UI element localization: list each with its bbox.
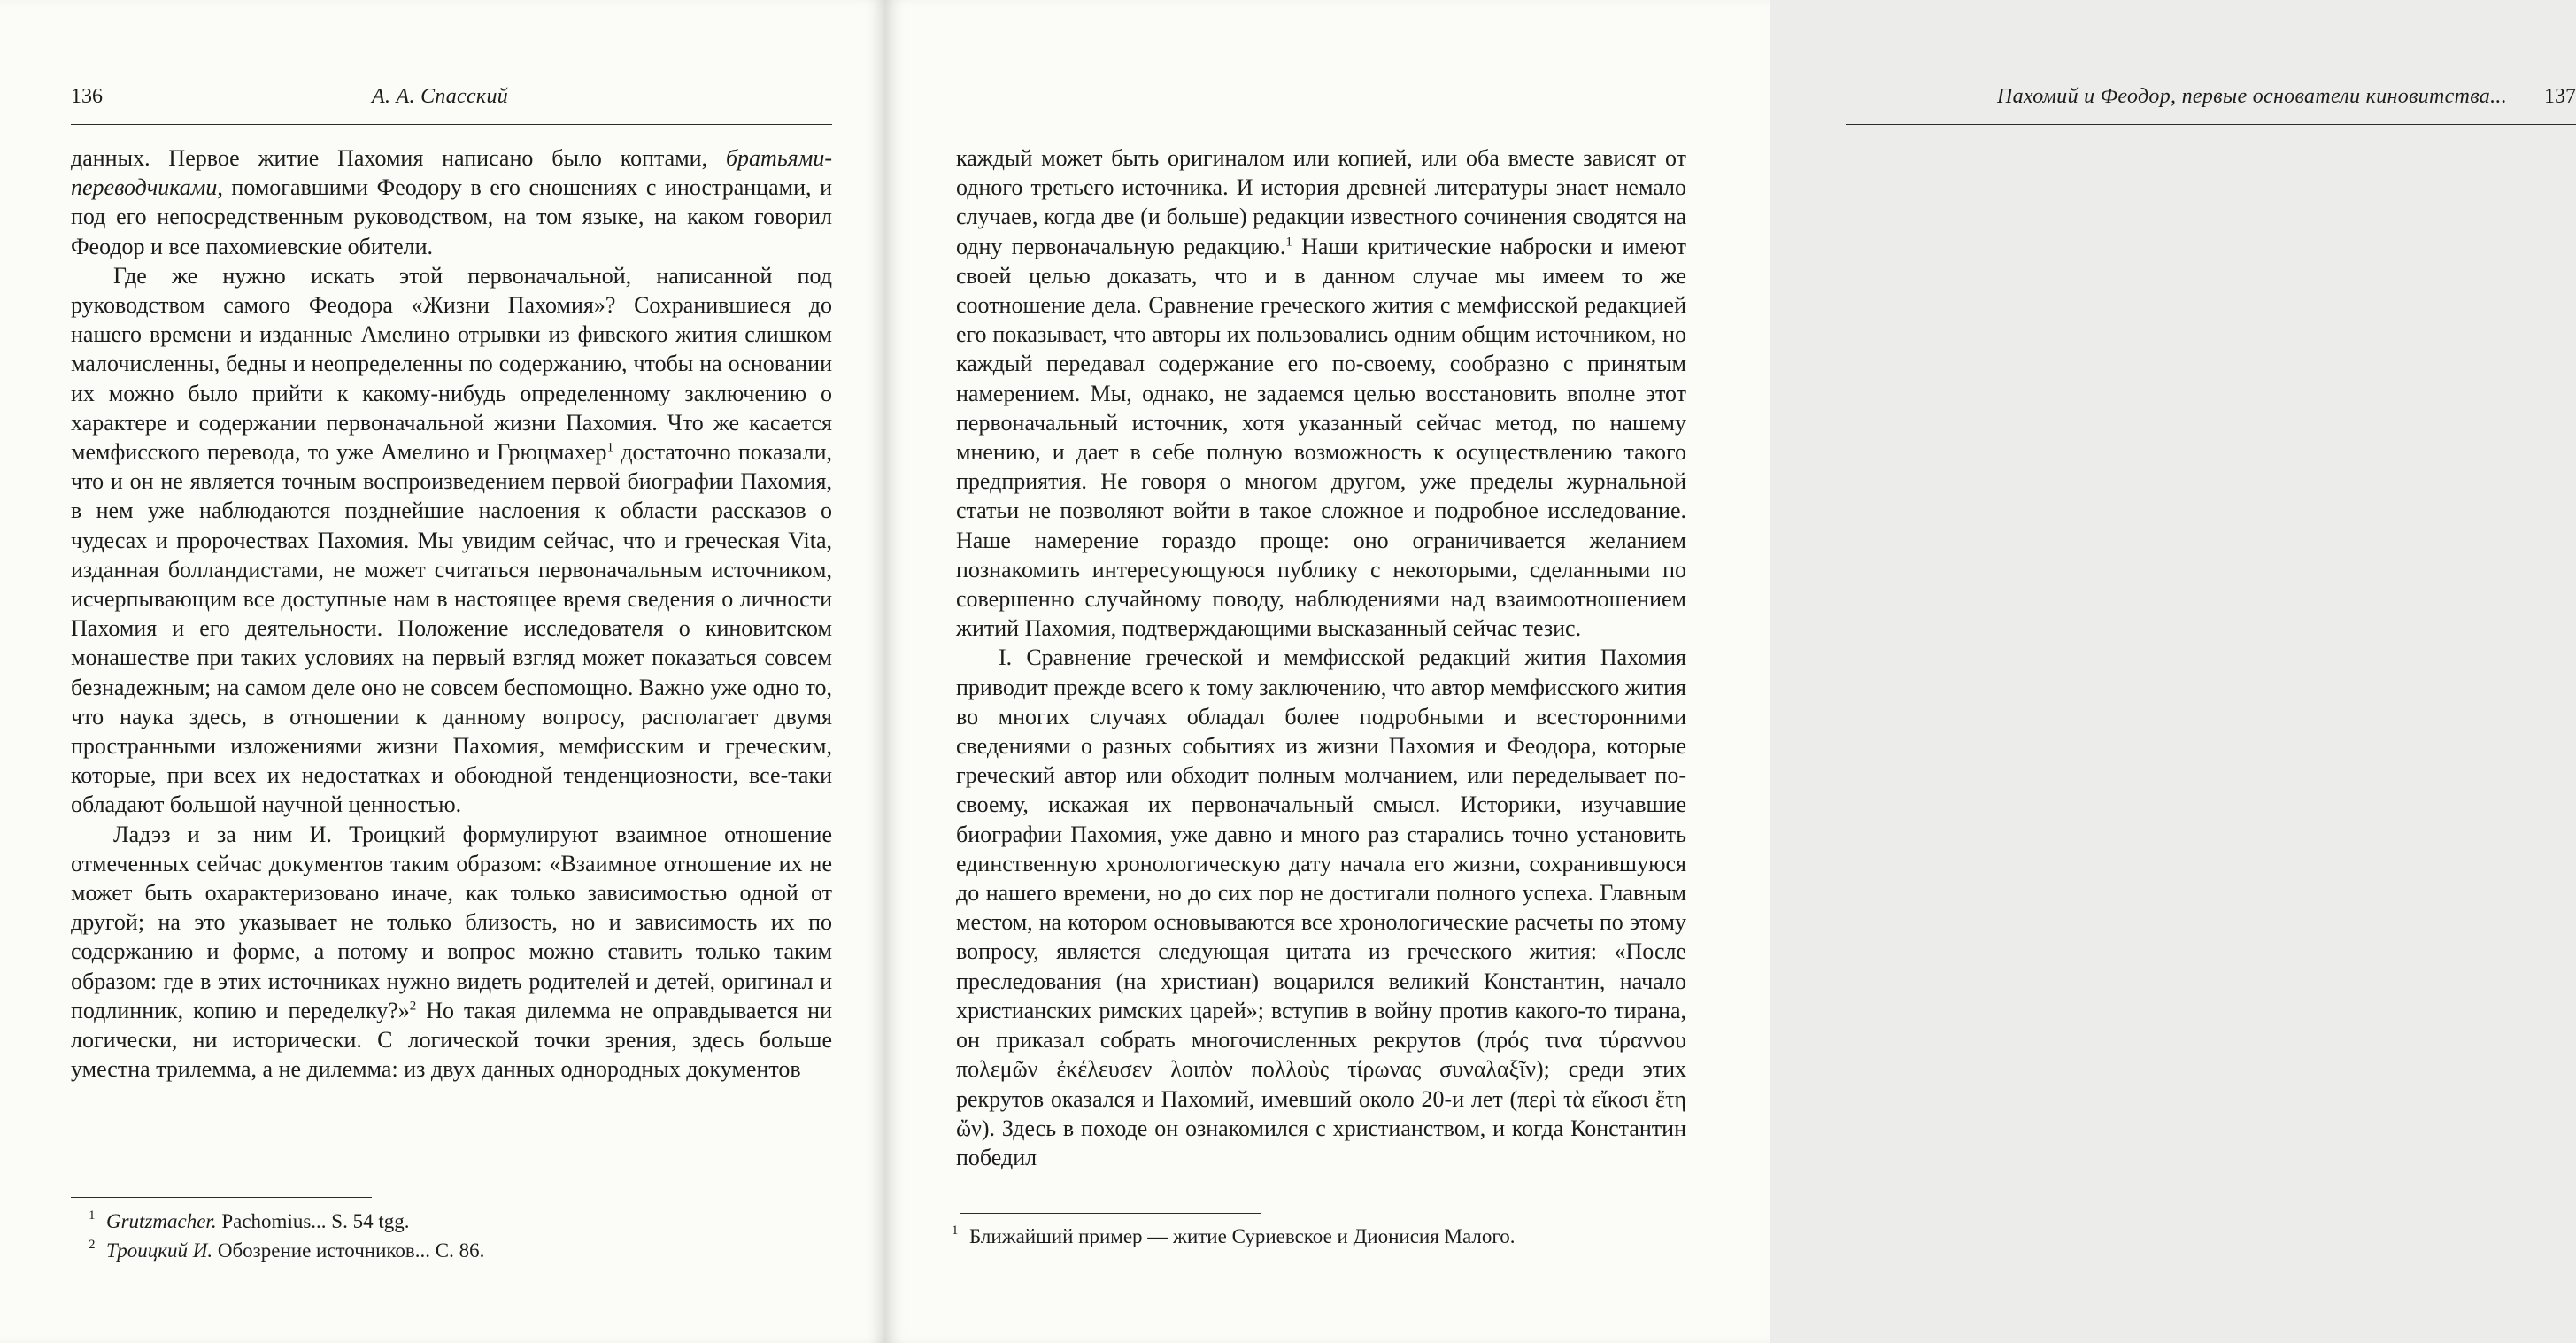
right-body-text bbox=[956, 143, 1686, 1172]
footnote: 1 Ближайший пример — житие Суриевское и Дионисия Малого. bbox=[952, 1223, 1516, 1247]
italic-phrase: братьями-переводчиками bbox=[71, 145, 832, 201]
footnote-ref: 2 bbox=[409, 999, 417, 1014]
running-head-left bbox=[71, 81, 832, 125]
paragraph: Где же нужно искать этой первоначальной, написанной под руководством самого Феодора «Жизни Пахомия»? Сохранившиеся до нашего времени и изданные Амелино отрывки из фивского жития слишком малочисленны, бедны и неопределенны по содержанию, чтобы на основании их можно было прийти к какому-нибудь определенному заключению о характере и содержании первоначальной жизни Пахомия. Что же касается мемфисского перевода, то уже Амелино и Грюцмахер$^1$ достаточно показали, что и он не является точным воспроизведением первой биографии Пахомия, в нем уже наблюдаются позднейшие наслоения к области рассказов о чудесах и пророчествах Пахомия. Мы увидим сейчас, что и греческая Vita, изданная болландистами, не может считаться первоначальным источником, исчерпывающим все доступные нам в настоящее время сведения о личности Пахомия и его деятельности. Положение исследователя о киновитском монашестве при таких условиях на первый взгляд может показаться совсем безнадежным; на самом деле оно не совсем беспомощно. Важно уже одно то, что наука здесь, в отношении к данному вопросу, располагает двумя пространными изложениями жизни Пахомия, мемфисским и греческим, которые, при всех их недостатках и обоюдной тенденциозности, все-таки обладают большой научной ценностью. bbox=[71, 262, 833, 818]
paragraph: данных. Первое житие Пахомия написано было коптами, братьями-переводчиками, помогавшими Феодору в его сношениях с иностранцами, и под его непосредственным руководством, на том языке, на каком говорил Феодор и все пахомиевские обители. bbox=[71, 145, 832, 259]
footnote-ref: 1 bbox=[606, 440, 614, 455]
footnotes-left bbox=[89, 1207, 832, 1265]
paragraph: Ладэз и за ним И. Троицкий формулируют взаимное отношение отмеченных сейчас документов таким образом: «Взаимное отношение их не может быть охарактеризовано иначе, как только зависимостью одной от другой; на это указывает не только близость, но и зависимость их по содержанию и форме, а потому и вопрос можно ставить только таким образом: где в этих источниках нужно видеть родителей и детей, оригинал и подлинник, копию и переделку?»$^2$ Но такая дилемма не оправдывается ни логически, ни исторически. С логической точки зрения, здесь больше уместна трилемма, а не дилемма: из двух данных однородных документов bbox=[71, 821, 832, 1083]
footnote: 2 Троицкий И. Обозрение источников... С. 86. bbox=[89, 1238, 485, 1262]
running-head-author: А. А. Спасский bbox=[372, 85, 509, 108]
running-head-title: Пахомий и Феодор, первые основатели киновитства... bbox=[1996, 85, 2507, 108]
left-body-text bbox=[71, 143, 832, 1084]
footnote-divider bbox=[71, 1197, 372, 1198]
footnote: 1 Grutzmacher. Pachomius... S. 54 tgg. bbox=[89, 1208, 410, 1232]
running-head-right bbox=[1846, 81, 2576, 125]
page-number-left: 136 bbox=[71, 85, 103, 108]
paragraph: I. Сравнение греческой и мемфисской редакций жития Пахомия приводит прежде всего к тому заключению, что автор мемфисского жития во многих случаях обладал более подробными и всесторонними сведениями о разных событиях из жизни Пахомия и Феодора, которые греческий автор или обходит полным молчанием, или переделывает по-своему, искажая их первоначальный смысл. Историки, изучавшие биографии Пахомия, уже давно и много раз старались точно установить единственную хронологическую дату начала его жизни, сохранившуюся до нашего времени, но до сих пор не достигали полного успеха. Главным местом, на котором основываются все хронологические расчеты по этому вопросу, является следующая цитата из греческого жития: «После преследования (на христиан) воцарился великий Константин, начало христианских римских царей»; вступив в войну против какого-то тирана, он приказал собрать многочисленных рекрутов (πρός τινα τύραννου πολεμῶν ἐκέλευσεν λοιπὸν πολλοὺς τίρωνας συναλαξῖν); среди этих рекрутов оказался и Пахомий, имевший около 20-и лет (περὶ τὰ εἴκοσι ἔτη ὤν). Здесь в походе он ознакомился с христианством, и когда Константин победил bbox=[956, 644, 1686, 1170]
paragraph: каждый может быть оригиналом или копией, или оба вместе зависят от одного третьего источника. И история древней литературы знает немало случаев, когда две (и больше) редакции известного сочинения сводятся на одну первоначальную редакцию.$^1$ Наши критические наброски и имеют своей целью доказать, что и в данном случае мы имеем то же соотношение дела. Сравнение греческого жития с мемфисской редакцией его показывает, что авторы их пользовались одним общим источником, но каждый передавал содержание его по-своему, сообразно с принятым намерением. Мы, однако, не задаемся целью восстановить вполне этот первоначальный источник, хотя указанный сейчас метод, по нашему мнению, и дает в себе полную возможность к осуществлению такого предприятия. Не говоря о многом другом, уже пределы журнальной статьи не позволяют войти в такое сложное и подробное исследование. Наше намерение гораздо проще: оно ограничивается желанием познакомить интересующуюся публику с некоторыми, сделанными по совершенно случайному поводу, наблюдениями над взаимоотношением житий Пахомия, подтверждающими высказанный сейчас тезис. bbox=[956, 145, 1686, 642]
footnotes-right bbox=[952, 1222, 1695, 1251]
footnote-ref: 1 bbox=[1285, 234, 1292, 249]
page-number-right: 137 bbox=[2544, 85, 2576, 108]
right-page bbox=[885, 0, 2576, 1343]
left-page bbox=[0, 0, 885, 1343]
footnote-divider bbox=[960, 1213, 1261, 1214]
